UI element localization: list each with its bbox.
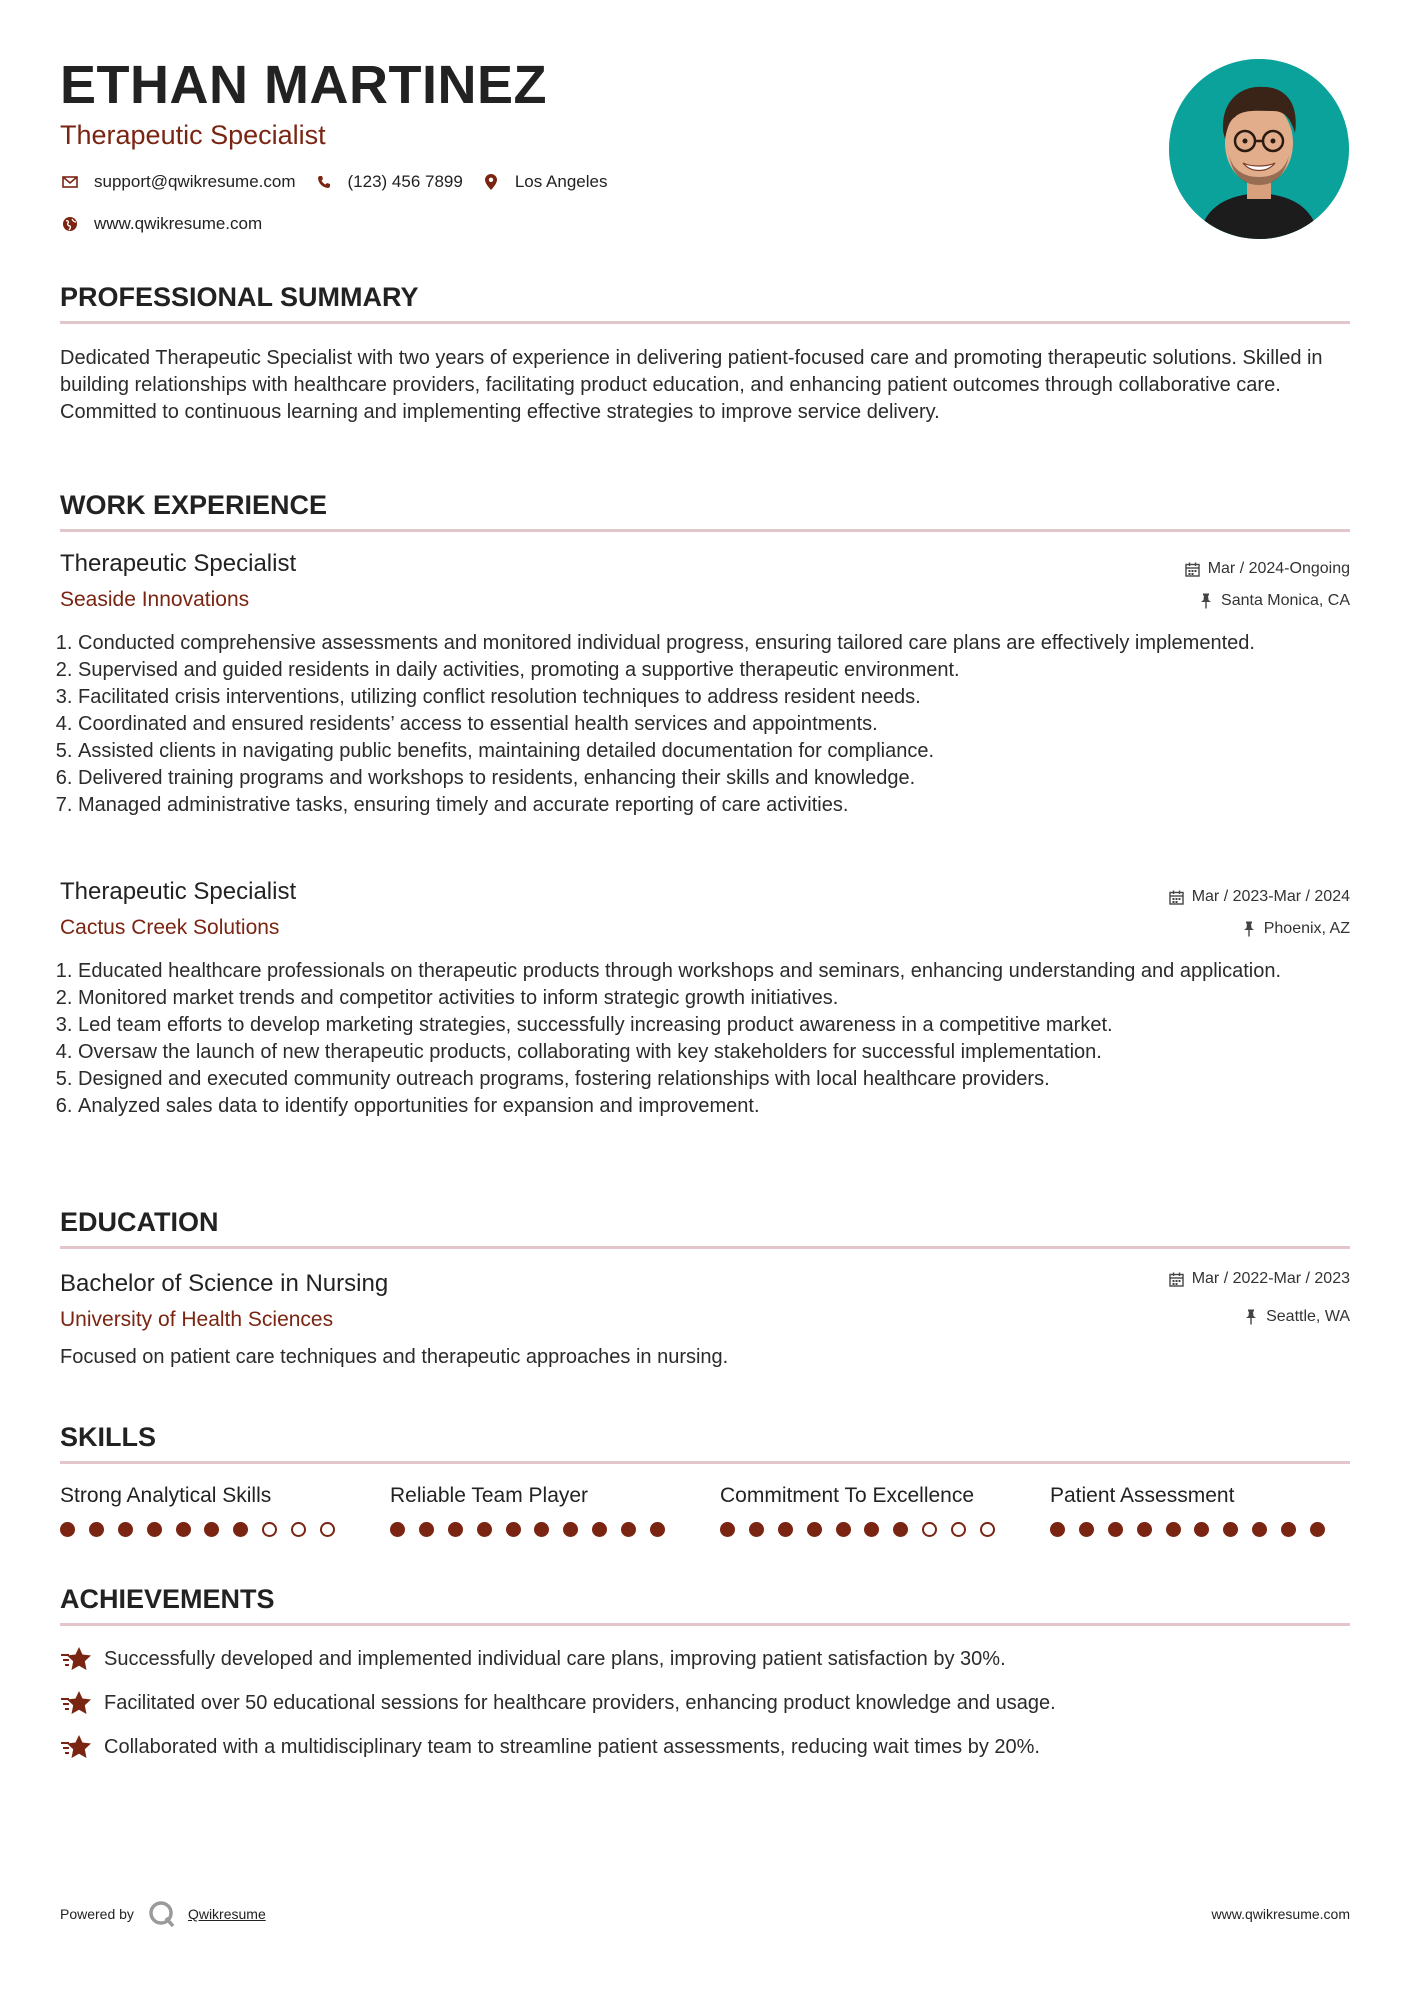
list-item: 5. Assisted clients in navigating public benefits, maintaining detailed documentation for compliance. xyxy=(78,738,1368,765)
skill-dot-filled xyxy=(1281,1522,1296,1537)
contact-website[interactable]: www.qwikresume.com xyxy=(94,214,263,233)
calendar-icon xyxy=(1184,560,1202,578)
list-item: 2. Supervised and guided residents in daily activities, promoting a supportive therapeutic environment. xyxy=(78,657,1368,684)
job-1-location xyxy=(1197,592,1350,610)
education-location-text: Seattle, WA xyxy=(1266,1308,1350,1325)
skill-dot-filled xyxy=(176,1522,191,1537)
calendar-icon xyxy=(1168,1270,1186,1288)
education-dates xyxy=(1168,1270,1350,1288)
map-pin-icon xyxy=(481,172,501,192)
skill-name: Commitment To Excellence xyxy=(720,1484,975,1507)
skill-dot-filled xyxy=(204,1522,219,1537)
skill-dot-filled xyxy=(1050,1522,1065,1537)
contact-email[interactable]: support@qwikresume.com xyxy=(94,172,296,191)
skill-dot-filled xyxy=(720,1522,735,1537)
skill-dot-filled xyxy=(233,1522,248,1537)
skill-dot-filled xyxy=(89,1522,104,1537)
summary-text: Dedicated Therapeutic Specialist with two years of experience in delivering patient-focused care and promoting therapeutic solutions. Skilled in building relationships with healthcare providers, facilitating product education, and enhancing patient outcomes through collaborative care. Committed to continuous learning and implementing effective strategies to improve service delivery. xyxy=(60,347,1323,423)
skill-name: Patient Assessment xyxy=(1050,1484,1235,1507)
skill-item xyxy=(1050,1484,1350,1537)
list-item: 4. Oversaw the launch of new therapeutic products, collaborating with key stakeholders for successful implementation. xyxy=(78,1039,1368,1066)
skill-item xyxy=(60,1484,360,1537)
list-item: 1. Educated healthcare professionals on therapeutic products through workshops and seminars, enhancing understanding and application. xyxy=(78,958,1368,985)
contact-row-secondary xyxy=(60,214,280,234)
job-2-location xyxy=(1240,920,1350,938)
job-1-responsibilities xyxy=(60,630,1368,819)
skill-dot-filled xyxy=(118,1522,133,1537)
candidate-name: ETHAN MARTINEZ xyxy=(60,55,547,115)
achievement-text: Collaborated with a multidisciplinary team to streamline patient assessments, reducing wait times by 20%. xyxy=(104,1735,1040,1758)
list-item: 4. Coordinated and ensured residents’ access to essential health services and appointments. xyxy=(78,711,1368,738)
job-2-title: Therapeutic Specialist xyxy=(60,878,297,905)
skill-dot-empty xyxy=(980,1522,995,1537)
skill-dot-filled xyxy=(778,1522,793,1537)
list-item: 6. Analyzed sales data to identify opportunities for expansion and improvement. xyxy=(78,1093,1368,1120)
qwikresume-link[interactable]: Qwikresume xyxy=(187,1906,266,1922)
skill-name: Reliable Team Player xyxy=(390,1484,589,1507)
skill-rating xyxy=(720,1522,1020,1537)
list-item: 3. Led team efforts to develop marketing strategies, successfully increasing product awareness in a competitive market. xyxy=(78,1012,1368,1039)
list-item: 1. Conducted comprehensive assessments and monitored individual progress, ensuring tailored care plans are effectively implemented. xyxy=(78,630,1368,657)
skill-dot-filled xyxy=(60,1522,75,1537)
skill-dot-empty xyxy=(922,1522,937,1537)
skill-dot-empty xyxy=(262,1522,277,1537)
skill-rating xyxy=(60,1522,360,1537)
pushpin-icon xyxy=(1197,592,1215,610)
achievement-item xyxy=(60,1646,1006,1672)
qwikresume-logo-icon xyxy=(148,1900,176,1928)
achievement-text: Facilitated over 50 educational sessions for healthcare providers, enhancing product knowledge and usage. xyxy=(104,1691,1056,1714)
pushpin-icon xyxy=(1242,1308,1260,1326)
education-heading: EDUCATION xyxy=(60,1208,1350,1249)
skill-item xyxy=(720,1484,1020,1537)
education-description: Focused on patient care techniques and therapeutic approaches in nursing. xyxy=(60,1346,729,1368)
skill-dot-filled xyxy=(390,1522,405,1537)
globe-icon xyxy=(60,214,80,234)
skill-dot-filled xyxy=(1137,1522,1152,1537)
job-2-dates xyxy=(1168,888,1350,906)
skill-dot-empty xyxy=(951,1522,966,1537)
skill-item xyxy=(390,1484,690,1537)
skill-dot-filled xyxy=(1194,1522,1209,1537)
skill-dot-filled xyxy=(650,1522,665,1537)
contact-row-primary xyxy=(60,172,625,192)
job-2-company: Cactus Creek Solutions xyxy=(60,916,280,939)
job-1-company: Seaside Innovations xyxy=(60,588,250,611)
education-degree: Bachelor of Science in Nursing xyxy=(60,1270,389,1297)
job-2-location-text: Phoenix, AZ xyxy=(1263,920,1350,937)
skill-dot-filled xyxy=(419,1522,434,1537)
skill-dot-filled xyxy=(807,1522,822,1537)
skill-dot-filled xyxy=(749,1522,764,1537)
skill-dot-filled xyxy=(563,1522,578,1537)
calendar-icon xyxy=(1168,888,1186,906)
skill-name: Strong Analytical Skills xyxy=(60,1484,272,1507)
powered-by-label: Powered by xyxy=(60,1906,134,1922)
skill-dot-filled xyxy=(893,1522,908,1537)
list-item: 3. Facilitated crisis interventions, utilizing conflict resolution techniques to address resident needs. xyxy=(78,684,1368,711)
job-1-dates xyxy=(1184,560,1350,578)
skill-dot-filled xyxy=(147,1522,162,1537)
skill-dot-filled xyxy=(621,1522,636,1537)
skill-dot-filled xyxy=(477,1522,492,1537)
skill-dot-filled xyxy=(1252,1522,1267,1537)
job-2-dates-text: Mar / 2023-Mar / 2024 xyxy=(1191,888,1350,905)
skill-dot-filled xyxy=(534,1522,549,1537)
skill-dot-filled xyxy=(592,1522,607,1537)
skill-dot-filled xyxy=(1108,1522,1123,1537)
list-item: 7. Managed administrative tasks, ensuring timely and accurate reporting of care activities. xyxy=(78,792,1368,819)
star-icon xyxy=(60,1734,92,1760)
pushpin-icon xyxy=(1240,920,1258,938)
education-location xyxy=(1242,1308,1350,1326)
achievement-text: Successfully developed and implemented individual care plans, improving patient satisfaction by 30%. xyxy=(104,1647,1006,1670)
education-dates-text: Mar / 2022-Mar / 2023 xyxy=(1191,1270,1350,1287)
skill-dot-filled xyxy=(1310,1522,1325,1537)
achievements-heading: ACHIEVEMENTS xyxy=(60,1585,1350,1626)
skill-dot-filled xyxy=(448,1522,463,1537)
job-2-responsibilities xyxy=(60,958,1368,1120)
list-item: 6. Delivered training programs and workshops to residents, enhancing their skills and knowledge. xyxy=(78,765,1368,792)
skill-dot-filled xyxy=(506,1522,521,1537)
experience-heading: WORK EXPERIENCE xyxy=(60,491,1350,532)
skill-dot-filled xyxy=(836,1522,851,1537)
skill-dot-empty xyxy=(291,1522,306,1537)
job-1-location-text: Santa Monica, CA xyxy=(1221,592,1350,609)
skill-rating xyxy=(1050,1522,1350,1537)
footer-powered-by xyxy=(60,1900,266,1928)
skill-dot-filled xyxy=(1079,1522,1094,1537)
skills-heading: SKILLS xyxy=(60,1423,1350,1464)
phone-icon xyxy=(314,172,334,192)
skill-dot-filled xyxy=(1166,1522,1181,1537)
star-icon xyxy=(60,1690,92,1716)
candidate-title: Therapeutic Specialist xyxy=(60,120,326,150)
skill-rating xyxy=(390,1522,690,1537)
list-item: 2. Monitored market trends and competitor activities to inform strategic growth initiatives. xyxy=(78,985,1368,1012)
contact-location: Los Angeles xyxy=(514,172,608,191)
contact-phone[interactable]: (123) 456 7899 xyxy=(347,172,463,191)
achievement-item xyxy=(60,1690,1056,1716)
education-school: University of Health Sciences xyxy=(60,1308,334,1331)
profile-photo xyxy=(1169,59,1349,239)
skill-dot-empty xyxy=(320,1522,335,1537)
job-1-dates-text: Mar / 2024-Ongoing xyxy=(1207,560,1350,577)
job-1-title: Therapeutic Specialist xyxy=(60,550,297,577)
achievement-item xyxy=(60,1734,1040,1760)
skill-dot-filled xyxy=(864,1522,879,1537)
list-item: 5. Designed and executed community outreach programs, fostering relationships with local healthcare providers. xyxy=(78,1066,1368,1093)
skill-dot-filled xyxy=(1223,1522,1238,1537)
footer-url[interactable]: www.qwikresume.com xyxy=(1211,1906,1350,1922)
summary-heading: PROFESSIONAL SUMMARY xyxy=(60,283,1350,324)
envelope-icon xyxy=(60,172,80,192)
star-icon xyxy=(60,1646,92,1672)
